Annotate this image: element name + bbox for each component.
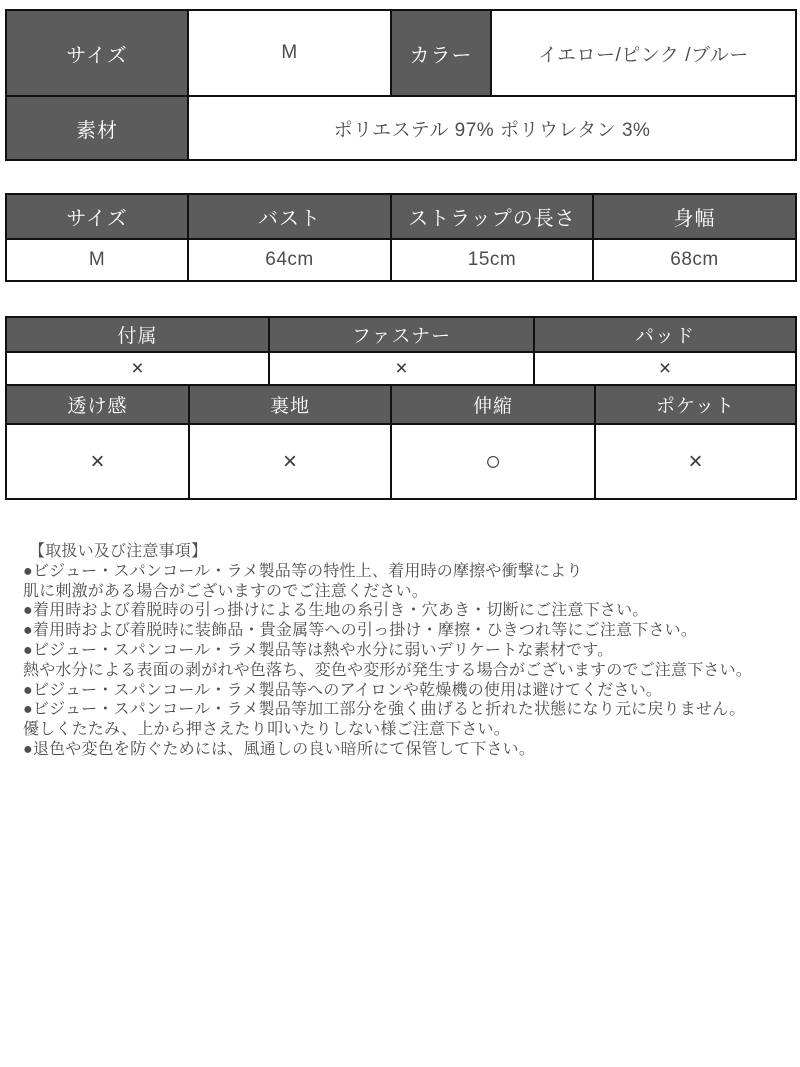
measurements-table	[5, 193, 797, 282]
measurements-header-row	[6, 194, 796, 239]
care-notes-line: ●ビジュー・スパンコール・ラメ製品等は熱や水分に弱いデリケートな素材です。	[23, 641, 614, 659]
material-label-cell: 素材	[6, 96, 188, 160]
features-bottom-header-row	[6, 385, 796, 424]
measurements-value-strap: 15cm	[391, 239, 593, 281]
features-bottom-value-row	[6, 424, 796, 499]
features-value-sheerness: ×	[6, 424, 189, 499]
features-header-pad: パッド	[534, 317, 796, 352]
care-notes-line: ●着用時および着脱時に装飾品・貴金属等への引っ掛け・摩擦・ひきつれ等にご注意下さい。	[23, 622, 698, 640]
features-table-bottom	[5, 384, 797, 500]
size-value-cell: M	[188, 10, 391, 96]
features-value-pocket: ×	[595, 424, 796, 499]
care-notes-section	[23, 542, 780, 760]
spec-table	[5, 9, 797, 161]
features-value-fastener: ×	[269, 352, 534, 385]
care-notes-line: ●ビジュー・スパンコール・ラメ製品等加工部分を強く曲げると折れた状態になり元に戻りません。	[23, 701, 746, 719]
features-top-header-row	[6, 317, 796, 352]
care-notes-line: ●退色や変色を防ぐためには、風通しの良い暗所にて保管して下さい。	[23, 740, 536, 758]
care-notes-line: 肌に刺激がある場合がございますのでご注意ください。	[23, 582, 429, 600]
measurements-header-bust: バスト	[188, 194, 391, 239]
measurements-value-width: 68cm	[593, 239, 796, 281]
material-value-cell: ポリエステル 97% ポリウレタン 3%	[188, 96, 796, 160]
measurements-header-size: サイズ	[6, 194, 188, 239]
features-value-lining: ×	[189, 424, 391, 499]
care-notes-line: ●ビジュー・スパンコール・ラメ製品等の特性上、着用時の摩擦や衝撃により	[23, 562, 583, 580]
measurements-header-width: 身幅	[593, 194, 796, 239]
measurements-header-strap: ストラップの長さ	[391, 194, 593, 239]
spec-row-material	[6, 96, 796, 160]
features-table-top	[5, 316, 797, 386]
features-value-accessory: ×	[6, 352, 269, 385]
size-label-cell: サイズ	[6, 10, 188, 96]
features-header-fastener: ファスナー	[269, 317, 534, 352]
color-value-cell: イエロー/ピンク /ブルー	[491, 10, 796, 96]
features-header-sheerness: 透け感	[6, 385, 189, 424]
care-notes-line: 優しくたたみ、上から押さえたり叩いたりしない様ご注意下さい。	[23, 721, 510, 739]
features-top-value-row	[6, 352, 796, 385]
features-value-pad: ×	[534, 352, 796, 385]
features-header-stretch: 伸縮	[391, 385, 595, 424]
features-header-lining: 裏地	[189, 385, 391, 424]
measurements-value-bust: 64cm	[188, 239, 391, 281]
care-notes-line: 熱や水分による表面の剥がれや色落ち、変色や変形が発生する場合がございますのでご注意下さい。	[23, 661, 753, 679]
color-label-cell: カラー	[391, 10, 491, 96]
care-notes-title: 【取扱い及び注意事項】	[29, 543, 208, 560]
measurements-value-size: M	[6, 239, 188, 281]
features-header-pocket: ポケット	[595, 385, 796, 424]
care-notes-line: ●着用時および着脱時の引っ掛けによる生地の糸引き・穴あき・切断にご注意下さい。	[23, 602, 649, 620]
measurements-value-row	[6, 239, 796, 281]
features-value-stretch: ○	[391, 424, 595, 499]
care-notes-line: ●ビジュー・スパンコール・ラメ製品等へのアイロンや乾燥機の使用は避けてください。	[23, 681, 663, 699]
features-header-accessory: 付属	[6, 317, 269, 352]
spec-row-size-color	[6, 10, 796, 96]
